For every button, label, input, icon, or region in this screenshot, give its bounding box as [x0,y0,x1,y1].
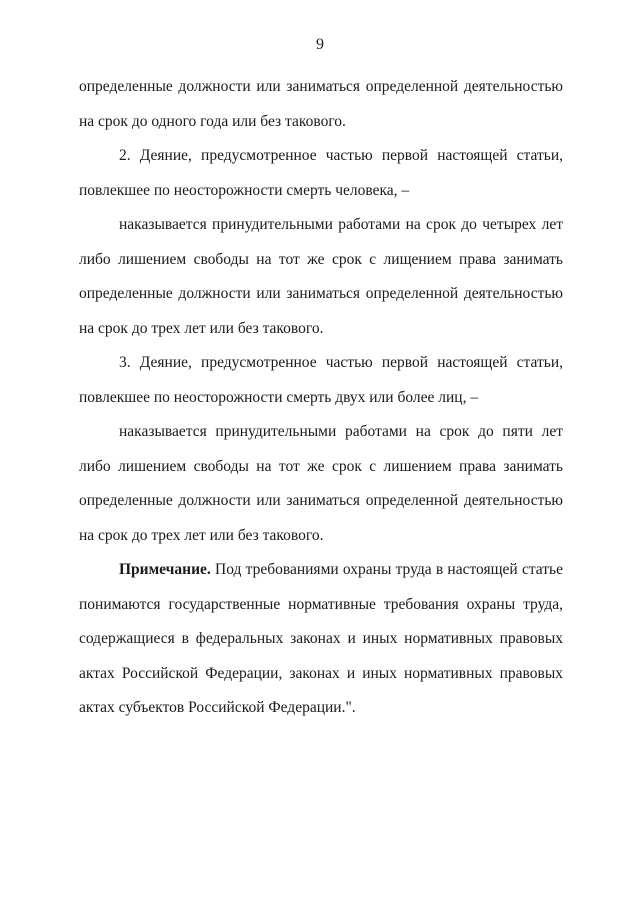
paragraph-penalty-2: наказывается принудительными работами на срок до четырех лет либо лишением свободы на тот же срок с лищением права занимать определенные должности или заниматься определенной деятельностью на срок до трех лет или без такового. [79,216,563,337]
paragraph-part-3: 3. Деяние, предусмотренное частью первой настоящей статьи, повлекшее по неосторожности смерть двух или более лиц, – [79,354,563,406]
note-text: Под требованиями охраны труда в настоящей статье понимаются государственные нормативные требования охраны труда, содержащиеся в федеральных законах и иных нормативных правовых актах Российской Федерации, законах и иных нормативных правовых актах субъектов Российской Федерации.". [79,561,563,716]
page-number: 9 [316,36,324,53]
document-body [79,70,563,726]
paragraph-continuation: определенные должности или заниматься определенной деятельностью на срок до одного года или без такового. [79,78,563,130]
note-label: Примечание. [119,561,211,578]
paragraph-penalty-3: наказывается принудительными работами на срок до пяти лет либо лишением свободы на тот же срок с лишением права занимать определенные должности или заниматься определенной деятельностью на срок до трех лет или без такового. [79,423,563,544]
paragraph-note [79,553,563,726]
paragraph-part-2: 2. Деяние, предусмотренное частью первой настоящей статьи, повлекшее по неосторожности смерть человека, – [79,147,563,199]
